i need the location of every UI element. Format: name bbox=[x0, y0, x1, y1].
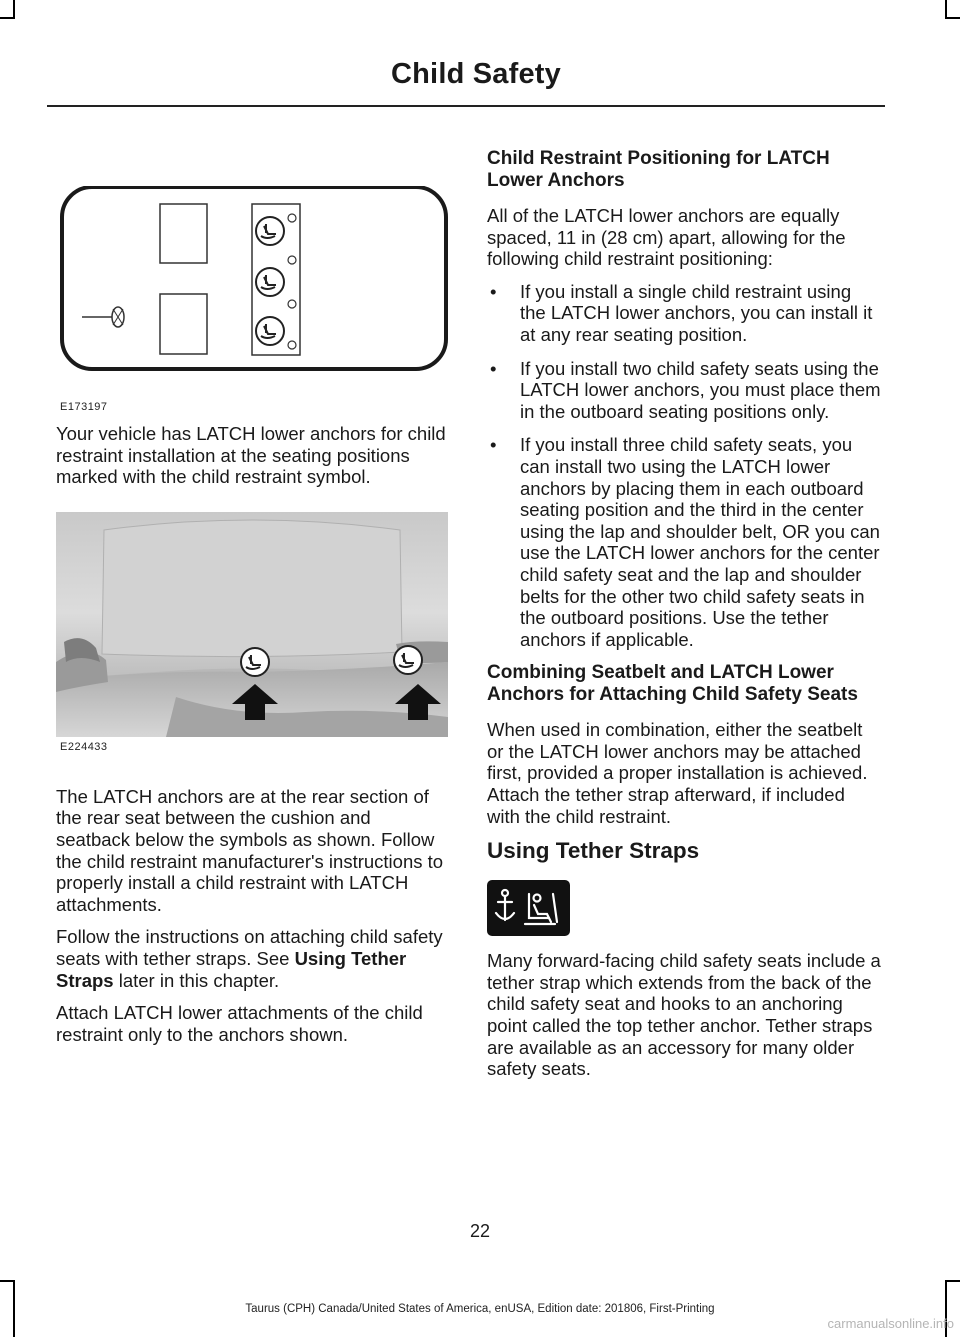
child-restraint-icon bbox=[256, 268, 284, 296]
header-divider bbox=[47, 105, 885, 107]
tether-anchor-icon bbox=[487, 880, 570, 936]
bullet-glyph: • bbox=[490, 434, 497, 456]
list-item bbox=[487, 281, 881, 346]
seating-diagram-illustration bbox=[56, 186, 448, 386]
page-title: Child Safety bbox=[391, 58, 561, 90]
crop-mark bbox=[0, 17, 15, 19]
page-number: 22 bbox=[469, 1221, 491, 1241]
watermark: carmanualsonline.info bbox=[827, 1316, 954, 1331]
bullet-glyph: • bbox=[490, 280, 497, 302]
crop-mark bbox=[945, 17, 960, 19]
crop-mark bbox=[0, 1280, 15, 1282]
crop-mark bbox=[13, 0, 15, 18]
child-restraint-icon bbox=[241, 648, 269, 676]
paragraph: Many forward-facing child safety seats include a tether strap which extends from the back of the child safety seat and hooks to an anchoring point called the top tether anchor. Tether straps are available as an accessory for many older safety seats. bbox=[487, 950, 881, 1080]
figure-latch-anchors-photo bbox=[56, 512, 448, 762]
paragraph: The LATCH anchors are at the rear section of the rear seat between the cushion and seatback below the symbols as shown. Follow the child restraint manufacturer's instructions to properly install a child restraint with LATCH attachments. bbox=[56, 785, 444, 915]
subheading: Combining Seatbelt and LATCH Lower Anchors for Attaching Child Safety Seats bbox=[487, 662, 858, 705]
figure-code: E173197 bbox=[60, 401, 108, 413]
cross-reference-link[interactable]: Using Tether Straps bbox=[56, 947, 407, 991]
figure-code: E224433 bbox=[60, 740, 108, 753]
subheading: Child Restraint Positioning for LATCH Lower Anchors bbox=[487, 148, 830, 191]
crop-mark bbox=[945, 1280, 960, 1282]
child-restraint-icon bbox=[394, 646, 422, 674]
paragraph bbox=[56, 926, 448, 991]
left-column bbox=[56, 180, 448, 1056]
paragraph-text: later in this chapter. bbox=[113, 969, 280, 991]
child-restraint-icon bbox=[256, 317, 284, 345]
child-restraint-icon bbox=[256, 217, 284, 245]
paragraph: All of the LATCH lower anchors are equally spaced, 11 in (28 cm) apart, allowing for the following child restraint positioning: bbox=[487, 205, 846, 270]
list-item bbox=[487, 358, 881, 423]
figure-seating-diagram bbox=[56, 186, 448, 424]
paragraph: Your vehicle has LATCH lower anchors for child restraint installation at the seating positions marked with the child restraint symbol. bbox=[56, 423, 446, 488]
paragraph: Attach LATCH lower attachments of the child restraint only to the anchors shown. bbox=[56, 1002, 423, 1045]
rear-seat-illustration bbox=[56, 512, 448, 737]
crop-mark bbox=[945, 0, 947, 18]
paragraph-text: Follow the instructions on attaching child safety seats with tether straps. See bbox=[56, 926, 443, 969]
footer-text: Taurus (CPH) Canada/United States of America, enUSA, Edition date: 201806, First-Printing bbox=[245, 1303, 715, 1315]
list-item-text: If you install three child safety seats, you can install two using the LATCH lower anchors by placing them in each outboard seating position and the third in the center using the lap and shoulder belt, OR you can use the LATCH lower anchors for the center child safety seat and the lap and shoulder belts for the other two child safety seats in the outboard positions. Use the tether anchors if applicable. bbox=[520, 434, 880, 650]
paragraph: When used in combination, either the seatbelt or the LATCH lower anchors may be attached first, provided a proper installation is achieved. Attach the tether strap afterward, if included with the child restraint. bbox=[487, 719, 868, 827]
right-column bbox=[487, 148, 881, 1091]
bullet-list bbox=[487, 281, 881, 651]
list-item bbox=[487, 434, 881, 650]
section-heading: Using Tether Straps bbox=[487, 838, 700, 864]
bullet-glyph: • bbox=[490, 357, 497, 379]
list-item-text: If you install a single child restraint using the LATCH lower anchors, you can install it at any rear seating position. bbox=[520, 280, 873, 345]
list-item-text: If you install two child safety seats using the LATCH lower anchors, you must place them in the outboard seating positions only. bbox=[520, 357, 881, 422]
